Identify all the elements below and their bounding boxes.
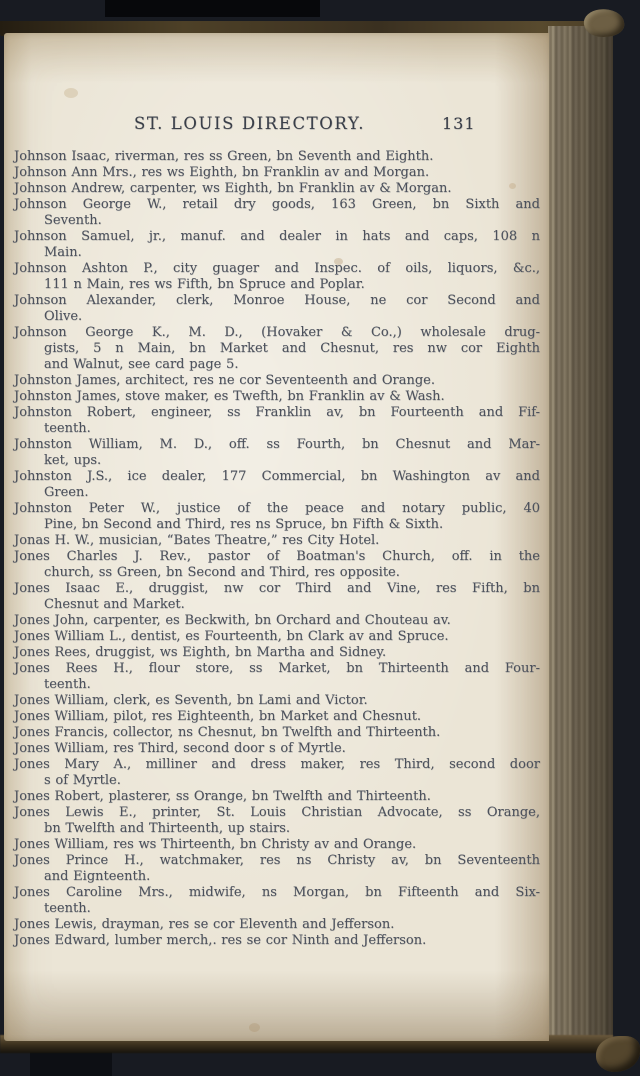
- scanner-tab-bottom: [30, 1052, 112, 1076]
- entry-continuation-line: s of Myrtle.: [44, 773, 121, 788]
- entry-line: Johnston Robert, engineer, ss Franklin av, bn Fourteenth and Fif-: [14, 405, 540, 420]
- entry-continuation-line: teenth.: [44, 421, 91, 436]
- entry-line: Johnson Isaac, riverman, res ss Green, bn Seventh and Eighth.: [14, 149, 434, 164]
- directory-entry: [14, 853, 540, 885]
- directory-entry: [14, 805, 540, 837]
- directory-entry: [14, 405, 540, 437]
- directory-entry: [14, 325, 540, 373]
- directory-entry: [14, 501, 540, 533]
- entry-line: Johnson Ann Mrs., res ws Eighth, bn Franklin av and Morgan.: [14, 165, 430, 180]
- directory-entry: [14, 725, 540, 741]
- entry-continuation-line: 111 n Main, res ws Fifth, bn Spruce and Poplar.: [44, 277, 365, 292]
- entry-line: Johnson George W., retail dry goods, 163 Green, bn Sixth and: [14, 197, 540, 212]
- directory-entry: [14, 165, 540, 181]
- entry-line: Jones Mary A., milliner and dress maker, res Third, second door: [14, 757, 540, 772]
- entry-continuation-line: Green.: [44, 485, 89, 500]
- entry-line: Johnston Peter W., justice of the peace and notary public, 40: [14, 501, 540, 516]
- directory-entry: [14, 837, 540, 853]
- directory-entry: [14, 437, 540, 469]
- entry-line: Jones Edward, lumber merch,. res se cor Ninth and Jefferson.: [14, 933, 427, 948]
- entry-line: Jones Rees H., flour store, ss Market, bn Thirteenth and Four-: [14, 661, 540, 676]
- entry-line: Jones Francis, collector, ns Chesnut, bn Twelfth and Thirteenth.: [14, 725, 441, 740]
- entry-line: Jones William, clerk, es Seventh, bn Lami and Victor.: [14, 693, 368, 708]
- entry-continuation-line: Seventh.: [44, 213, 102, 228]
- directory-entry: [14, 389, 540, 405]
- foxing-speck: [509, 183, 516, 189]
- scanner-tab-top: [105, 0, 320, 17]
- directory-entry: [14, 613, 540, 629]
- book-corner: [596, 1036, 640, 1072]
- directory-entry: [14, 741, 540, 757]
- entry-line: Jones Isaac E., druggist, nw cor Third and Vine, res Fifth, bn: [14, 581, 540, 596]
- entry-line: Jones Lewis E., printer, St. Louis Christian Advocate, ss Orange,: [14, 805, 540, 820]
- entry-line: Jones John, carpenter, es Beckwith, bn Orchard and Chouteau av.: [14, 613, 451, 628]
- foxing-speck: [64, 88, 78, 98]
- page-header: [4, 114, 549, 136]
- entry-line: Johnston James, architect, res ne cor Seventeenth and Orange.: [14, 373, 435, 388]
- entry-continuation-line: ket, ups.: [44, 453, 102, 468]
- directory-entries: [14, 149, 540, 949]
- entry-continuation-line: Main.: [44, 245, 82, 260]
- foxing-speck: [334, 258, 343, 265]
- directory-entry: [14, 885, 540, 917]
- directory-entry: [14, 181, 540, 197]
- entry-line: Jones Lewis, drayman, res se cor Eleventh and Jefferson.: [14, 917, 395, 932]
- directory-entry: [14, 693, 540, 709]
- entry-continuation-line: and Eignteenth.: [44, 869, 151, 884]
- entry-line: Jones Caroline Mrs., midwife, ns Morgan, bn Fifteenth and Six-: [14, 885, 540, 900]
- directory-entry: [14, 197, 540, 229]
- directory-entry: [14, 789, 540, 805]
- directory-entry: [14, 581, 540, 613]
- entry-continuation-line: bn Twelfth and Thirteenth, up stairs.: [44, 821, 291, 836]
- directory-entry: [14, 533, 540, 549]
- entry-line: Jones William, res ws Thirteenth, bn Christy av and Orange.: [14, 837, 417, 852]
- entry-line: Johnston James, stove maker, es Twefth, bn Franklin av & Wash.: [14, 389, 445, 404]
- entry-line: Jones Prince H., watchmaker, res ns Christy av, bn Seventeenth: [14, 853, 540, 868]
- directory-entry: [14, 709, 540, 725]
- directory-entry: [14, 261, 540, 293]
- directory-entry: [14, 645, 540, 661]
- page-title: ST. LOUIS DIRECTORY.: [134, 114, 366, 133]
- directory-entry: [14, 629, 540, 645]
- entry-continuation-line: Pine, bn Second and Third, res ns Spruce, bn Fifth & Sixth.: [44, 517, 444, 532]
- entry-continuation-line: teenth.: [44, 901, 91, 916]
- entry-line: Jones Charles J. Rev., pastor of Boatman's Church, off. in the: [14, 549, 540, 564]
- directory-entry: [14, 373, 540, 389]
- book-fore-edge: [548, 26, 613, 1052]
- entry-line: Johnson Ashton P., city guager and Inspec. of oils, liquors, &c.,: [14, 261, 540, 276]
- entry-line: Jones William, pilot, res Eighteenth, bn Market and Chesnut.: [14, 709, 422, 724]
- entry-line: Jones Robert, plasterer, ss Orange, bn Twelfth and Thirteenth.: [14, 789, 431, 804]
- entry-continuation-line: Chesnut and Market.: [44, 597, 185, 612]
- directory-entry: [14, 469, 540, 501]
- entry-line: Johnson Alexander, clerk, Monroe House, ne cor Second and: [14, 293, 540, 308]
- entry-continuation-line: Olive.: [44, 309, 83, 324]
- entry-line: Jones William, res Third, second door s of Myrtle.: [14, 741, 346, 756]
- entry-line: Johnston J.S., ice dealer, 177 Commercial, bn Washington av and: [14, 469, 540, 484]
- directory-entry: [14, 149, 540, 165]
- directory-entry: [14, 757, 540, 789]
- entry-line: Jones William L., dentist, es Fourteenth, bn Clark av and Spruce.: [14, 629, 449, 644]
- entry-line: Jonas H. W., musician, “Bates Theatre,” res City Hotel.: [14, 533, 380, 548]
- entry-line: Johnson Samuel, jr., manuf. and dealer in hats and caps, 108 n: [14, 229, 540, 244]
- directory-entry: [14, 293, 540, 325]
- entry-line: Jones Rees, druggist, ws Eighth, bn Martha and Sidney.: [14, 645, 387, 660]
- entry-continuation-line: and Walnut, see card page 5.: [44, 357, 239, 372]
- entry-line: Johnston William, M. D., off. ss Fourth, bn Chesnut and Mar-: [14, 437, 540, 452]
- directory-entry: [14, 917, 540, 933]
- entry-continuation-line: church, ss Green, bn Second and Third, res opposite.: [44, 565, 400, 580]
- directory-entry: [14, 549, 540, 581]
- foxing-speck: [249, 1023, 260, 1032]
- directory-entry: [14, 229, 540, 261]
- entry-continuation-line: gists, 5 n Main, bn Market and Chesnut, res nw cor Eighth: [44, 341, 540, 356]
- directory-page: [4, 33, 549, 1041]
- entry-line: Johnson George K., M. D., (Hovaker & Co.,) wholesale drug-: [14, 325, 540, 340]
- directory-entry: [14, 933, 540, 949]
- page-number: 131: [442, 114, 476, 133]
- entry-continuation-line: teenth.: [44, 677, 91, 692]
- entry-line: Johnson Andrew, carpenter, ws Eighth, bn Franklin av & Morgan.: [14, 181, 452, 196]
- directory-entry: [14, 661, 540, 693]
